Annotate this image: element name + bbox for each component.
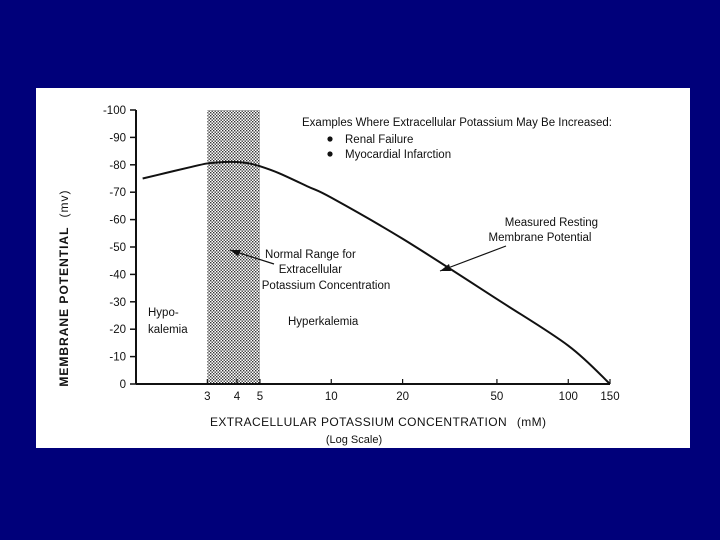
y-tick-label: 0 (119, 379, 126, 391)
measured-annotation (489, 217, 602, 244)
x-tick-label: 50 (490, 391, 504, 403)
x-tick-label: 20 (396, 391, 410, 403)
y-tick-label: -100 (102, 105, 126, 117)
x-axis-scale-note: (Log Scale) (325, 434, 383, 446)
y-tick-label: -90 (109, 132, 126, 145)
normal-range-line-2: Extracellular (278, 264, 343, 276)
y-tick-label: -40 (109, 269, 126, 282)
y-tick-label: -50 (109, 242, 126, 254)
hypokalemia-line-1: Hypo- (148, 307, 179, 319)
x-axis-label-main: EXTRACELLULAR POTASSIUM CONCENTRATION (210, 415, 508, 429)
measured-line-1: Measured Resting (504, 217, 599, 229)
x-axis-ticks (204, 379, 619, 403)
y-tick-label: -70 (109, 187, 126, 200)
normal-range-line-3: Potassium Concentration (261, 280, 391, 292)
bullet-icon (327, 151, 332, 156)
y-tick-label: -10 (109, 351, 126, 364)
y-axis-label-unit: (mv) (57, 189, 71, 218)
y-tick-label: -60 (109, 214, 126, 227)
x-tick-label: 100 (558, 391, 578, 403)
y-axis-ticks (103, 105, 136, 391)
y-tick-label: -80 (109, 159, 126, 172)
y-tick-label: -20 (109, 324, 126, 337)
hypokalemia-label (148, 307, 188, 336)
example-renal-failure: Renal Failure (345, 134, 414, 146)
examples-title: Examples Where Extracellular Potassium May Be Increased: (302, 117, 612, 129)
x-axis-label-unit: (mM) (516, 415, 547, 429)
x-tick-label: 5 (256, 391, 264, 403)
y-tick-label: -30 (109, 296, 126, 309)
x-tick-label: 10 (324, 391, 338, 403)
y-axis-label (57, 189, 71, 386)
x-tick-label: 4 (233, 391, 241, 403)
chart-panel (36, 88, 690, 448)
normal-range-shading (207, 110, 260, 384)
x-tick-label: 3 (204, 391, 211, 403)
measured-line-2: Membrane Potential (488, 232, 592, 244)
hypokalemia-line-2: kalemia (148, 324, 188, 336)
example-myocardial-infarction: Myocardial Infarction (345, 149, 452, 161)
bullet-icon (327, 136, 332, 141)
membrane-potential-chart (36, 88, 690, 448)
normal-range-line-1: Normal Range for (265, 249, 356, 261)
hyperkalemia-label: Hyperkalemia (288, 316, 359, 328)
y-axis-label-main: MEMBRANE POTENTIAL (57, 226, 71, 387)
x-axis-label (210, 415, 546, 429)
normal-range-annotation (262, 249, 390, 292)
x-tick-label: 150 (600, 391, 620, 403)
